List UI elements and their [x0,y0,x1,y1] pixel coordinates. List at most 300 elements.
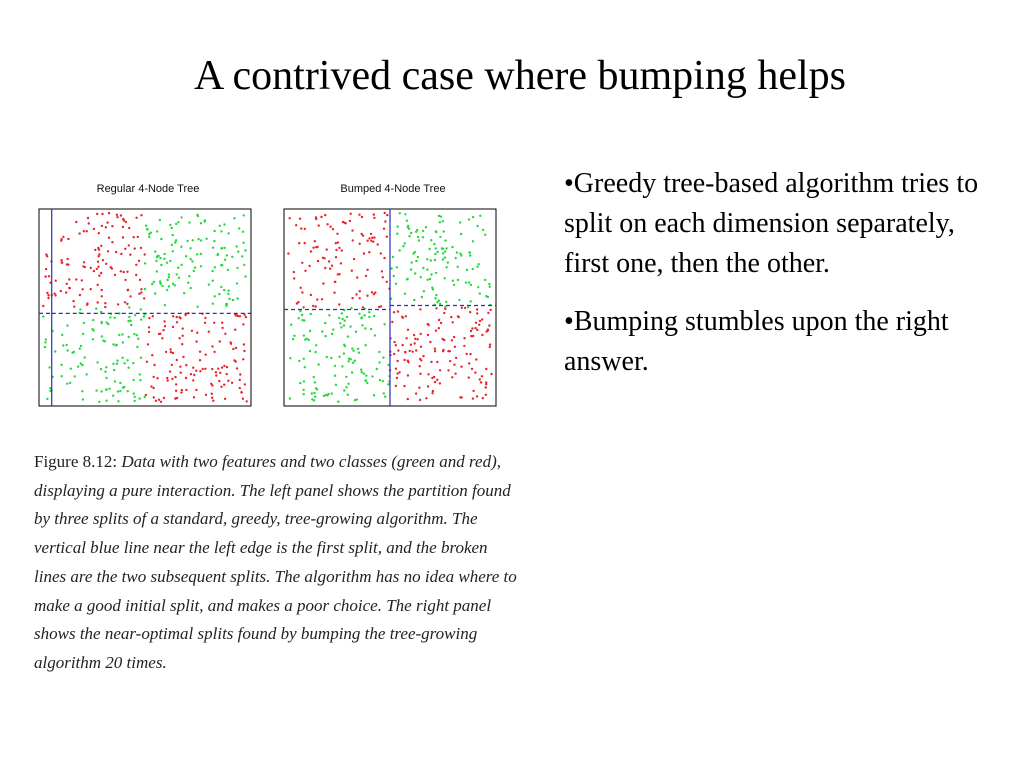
point-red [124,279,126,281]
point-green [77,365,79,367]
point-red [468,376,470,378]
point-red [105,263,107,265]
point-green [166,262,168,264]
point-red [67,238,69,240]
point-red [485,368,487,370]
point-red [427,334,429,336]
point-red [407,374,409,376]
point-green [469,251,471,253]
point-red [482,397,484,399]
point-red [44,275,46,277]
point-green [148,236,150,238]
point-green [164,304,166,306]
point-green [435,294,437,296]
point-red [366,240,368,242]
point-green [327,393,329,395]
point-red [185,377,187,379]
point-red [204,317,206,319]
point-red [404,351,406,353]
point-red [232,348,234,350]
point-red [395,385,397,387]
point-red [373,213,375,215]
point-red [148,331,150,333]
point-red [476,312,478,314]
point-red [417,338,419,340]
point-green [232,299,234,301]
point-green [435,247,437,249]
point-red [475,322,477,324]
point-red [452,321,454,323]
bullet-item: •Greedy tree-based algorithm tries to split on each dimension separately, first one, then the other. [564,168,979,279]
point-green [244,249,246,251]
point-red [475,358,477,360]
point-red [420,346,422,348]
point-red [45,268,47,270]
point-red [414,338,416,340]
point-green [420,276,422,278]
point-green [156,230,158,232]
point-green [334,375,336,377]
point-red [211,345,213,347]
point-red [418,387,420,389]
point-red [48,275,50,277]
point-red [199,359,201,361]
bullet-list [564,164,994,400]
point-red [289,217,291,219]
point-green [371,375,373,377]
point-green [148,233,150,235]
point-red [395,368,397,370]
point-red [140,247,142,249]
point-red [403,385,405,387]
point-green [360,369,362,371]
point-red [47,294,49,296]
point-red [397,349,399,351]
point-green [339,322,341,324]
point-green [361,371,363,373]
point-green [174,284,176,286]
point-red [352,239,354,241]
point-red [176,321,178,323]
point-red [42,305,44,307]
point-green [128,316,130,318]
point-green [192,239,194,241]
point-green [472,216,474,218]
point-red [317,260,319,262]
point-green [384,395,386,397]
point-red [481,375,483,377]
point-green [332,328,334,330]
point-red [60,259,62,261]
point-green [132,362,134,364]
point-green [175,223,177,225]
point-green [231,256,233,258]
point-green [379,379,381,381]
point-green [145,225,147,227]
point-green [390,267,392,269]
point-red [83,261,85,263]
point-red [490,309,492,311]
point-green [160,238,162,240]
figure-caption [34,448,520,678]
point-green [445,301,447,303]
point-green [425,226,427,228]
point-red [463,337,465,339]
point-red [108,237,110,239]
point-green [197,215,199,217]
point-red [315,305,317,307]
point-red [361,216,363,218]
point-red [407,398,409,400]
point-red [234,329,236,331]
plot-frame [39,209,251,406]
point-green [430,259,432,261]
point-red [235,314,237,316]
point-red [135,217,137,219]
point-red [122,218,124,220]
point-green [411,261,413,263]
point-green [430,239,432,241]
point-green [134,400,136,402]
point-red [105,226,107,228]
point-red [361,233,363,235]
point-green [200,239,202,241]
point-red [443,312,445,314]
point-red [460,366,462,368]
point-red [242,398,244,400]
point-green [350,358,352,360]
point-green [95,389,97,391]
point-red [101,289,103,291]
point-red [98,274,100,276]
point-red [453,364,455,366]
point-red [300,287,302,289]
point-red [120,214,122,216]
point-green [408,228,410,230]
point-green [146,228,148,230]
point-green [54,350,56,352]
point-red [195,340,197,342]
point-green [482,229,484,231]
point-green [73,351,75,353]
point-green [119,382,121,384]
point-red [160,401,162,403]
point-red [78,232,80,234]
point-green [104,371,106,373]
point-green [221,247,223,249]
point-red [175,390,177,392]
point-red [111,225,113,227]
point-green [117,400,119,402]
point-green [447,261,449,263]
point-green [139,397,141,399]
point-green [299,310,301,312]
point-red [205,354,207,356]
point-red [106,221,108,223]
point-red [174,397,176,399]
point-red [419,365,421,367]
point-red [97,247,99,249]
point-green [140,357,142,359]
point-red [489,343,491,345]
point-red [298,242,300,244]
point-red [396,377,398,379]
point-green [62,344,64,346]
point-green [213,230,215,232]
point-green [122,341,124,343]
point-red [190,373,192,375]
point-green [395,283,397,285]
point-red [481,318,483,320]
point-green [444,256,446,258]
point-green [185,255,187,257]
point-red [161,337,163,339]
point-red [191,330,193,332]
point-red [155,400,157,402]
point-red [401,316,403,318]
point-red [378,306,380,308]
point-green [479,292,481,294]
point-green [92,319,94,321]
point-green [364,344,366,346]
point-green [204,219,206,221]
point-red [211,397,213,399]
point-green [101,335,103,337]
right-scatter-plot [282,207,504,408]
point-green [328,314,330,316]
point-green [324,335,326,337]
point-red [81,279,83,281]
point-red [435,330,437,332]
point-red [158,333,160,335]
point-red [96,213,98,215]
point-green [160,283,162,285]
point-red [164,325,166,327]
point-red [321,298,323,300]
point-green [290,324,292,326]
point-red [147,343,149,345]
point-green [112,395,114,397]
point-red [219,340,221,342]
point-green [123,362,125,364]
point-red [199,351,201,353]
point-red [312,247,314,249]
point-green [421,296,423,298]
point-red [381,270,383,272]
point-green [343,389,345,391]
point-red [97,266,99,268]
point-green [415,260,417,262]
point-red [67,258,69,260]
figure [30,180,530,750]
point-red [242,323,244,325]
point-red [239,387,241,389]
point-red [220,386,222,388]
point-green [431,287,433,289]
point-green [70,368,72,370]
point-red [332,228,334,230]
point-red [405,315,407,317]
point-red [223,384,225,386]
point-green [313,392,315,394]
point-green [66,383,68,385]
point-green [80,345,82,347]
point-green [197,238,199,240]
point-green [414,272,416,274]
point-red [150,385,152,387]
point-green [310,313,312,315]
point-red [436,379,438,381]
point-red [427,324,429,326]
point-red [420,333,422,335]
point-red [355,293,357,295]
point-green [117,390,119,392]
point-red [316,298,318,300]
point-red [116,214,118,216]
point-red [54,294,56,296]
point-green [108,388,110,390]
point-green [347,383,349,385]
point-green [127,367,129,369]
point-red [169,348,171,350]
point-red [97,261,99,263]
point-red [393,341,395,343]
point-green [220,230,222,232]
point-red [450,316,452,318]
point-green [392,256,394,258]
point-red [167,379,169,381]
point-green [236,267,238,269]
point-red [97,284,99,286]
point-green [434,253,436,255]
point-red [90,288,92,290]
point-red [328,260,330,262]
point-green [151,283,153,285]
point-red [68,287,70,289]
point-red [393,353,395,355]
point-red [81,288,83,290]
point-red [192,379,194,381]
point-red [396,372,398,374]
point-green [144,262,146,264]
point-green [208,283,210,285]
point-green [134,314,136,316]
point-red [315,246,317,248]
point-green [315,344,317,346]
point-red [489,346,491,348]
point-green [223,247,225,249]
point-red [480,381,482,383]
point-red [324,214,326,216]
point-green [244,275,246,277]
point-green [200,253,202,255]
point-red [453,336,455,338]
point-green [314,381,316,383]
point-red [134,247,136,249]
point-green [410,268,412,270]
point-green [382,380,384,382]
point-green [458,299,460,301]
point-red [176,359,178,361]
point-red [244,383,246,385]
point-red [386,214,388,216]
point-green [453,284,455,286]
point-green [374,334,376,336]
point-green [189,247,191,249]
point-red [478,324,480,326]
right-panel [282,180,504,198]
point-green [396,266,398,268]
point-green [114,317,116,319]
point-green [119,390,121,392]
point-red [371,291,373,293]
point-green [44,346,46,348]
point-green [357,348,359,350]
point-green [196,306,198,308]
point-red [485,394,487,396]
point-green [341,318,343,320]
point-green [233,217,235,219]
point-green [100,368,102,370]
point-green [224,259,226,261]
point-red [152,387,154,389]
point-green [304,339,306,341]
point-green [114,380,116,382]
point-red [241,391,243,393]
point-green [341,365,343,367]
point-red [476,308,478,310]
point-red [176,316,178,318]
point-red [165,351,167,353]
point-green [366,382,368,384]
point-red [83,230,85,232]
point-green [133,333,135,335]
point-red [479,378,481,380]
point-red [62,236,64,238]
point-green [137,338,139,340]
point-red [464,307,466,309]
point-green [489,286,491,288]
point-green [426,258,428,260]
point-green [330,357,332,359]
point-red [60,238,62,240]
point-green [302,389,304,391]
point-red [235,360,237,362]
point-green [236,297,238,299]
point-red [362,306,364,308]
point-green [160,264,162,266]
point-green [343,324,345,326]
point-red [172,315,174,317]
point-green [314,351,316,353]
point-red [335,249,337,251]
point-green [213,240,215,242]
point-green [144,288,146,290]
point-red [245,316,247,318]
point-red [335,242,337,244]
point-red [419,373,421,375]
point-green [326,356,328,358]
point-green [345,376,347,378]
point-red [152,315,154,317]
point-red [384,220,386,222]
point-red [202,368,204,370]
point-green [338,317,340,319]
point-green [69,382,71,384]
point-green [174,241,176,243]
point-green [451,246,453,248]
point-red [429,341,431,343]
